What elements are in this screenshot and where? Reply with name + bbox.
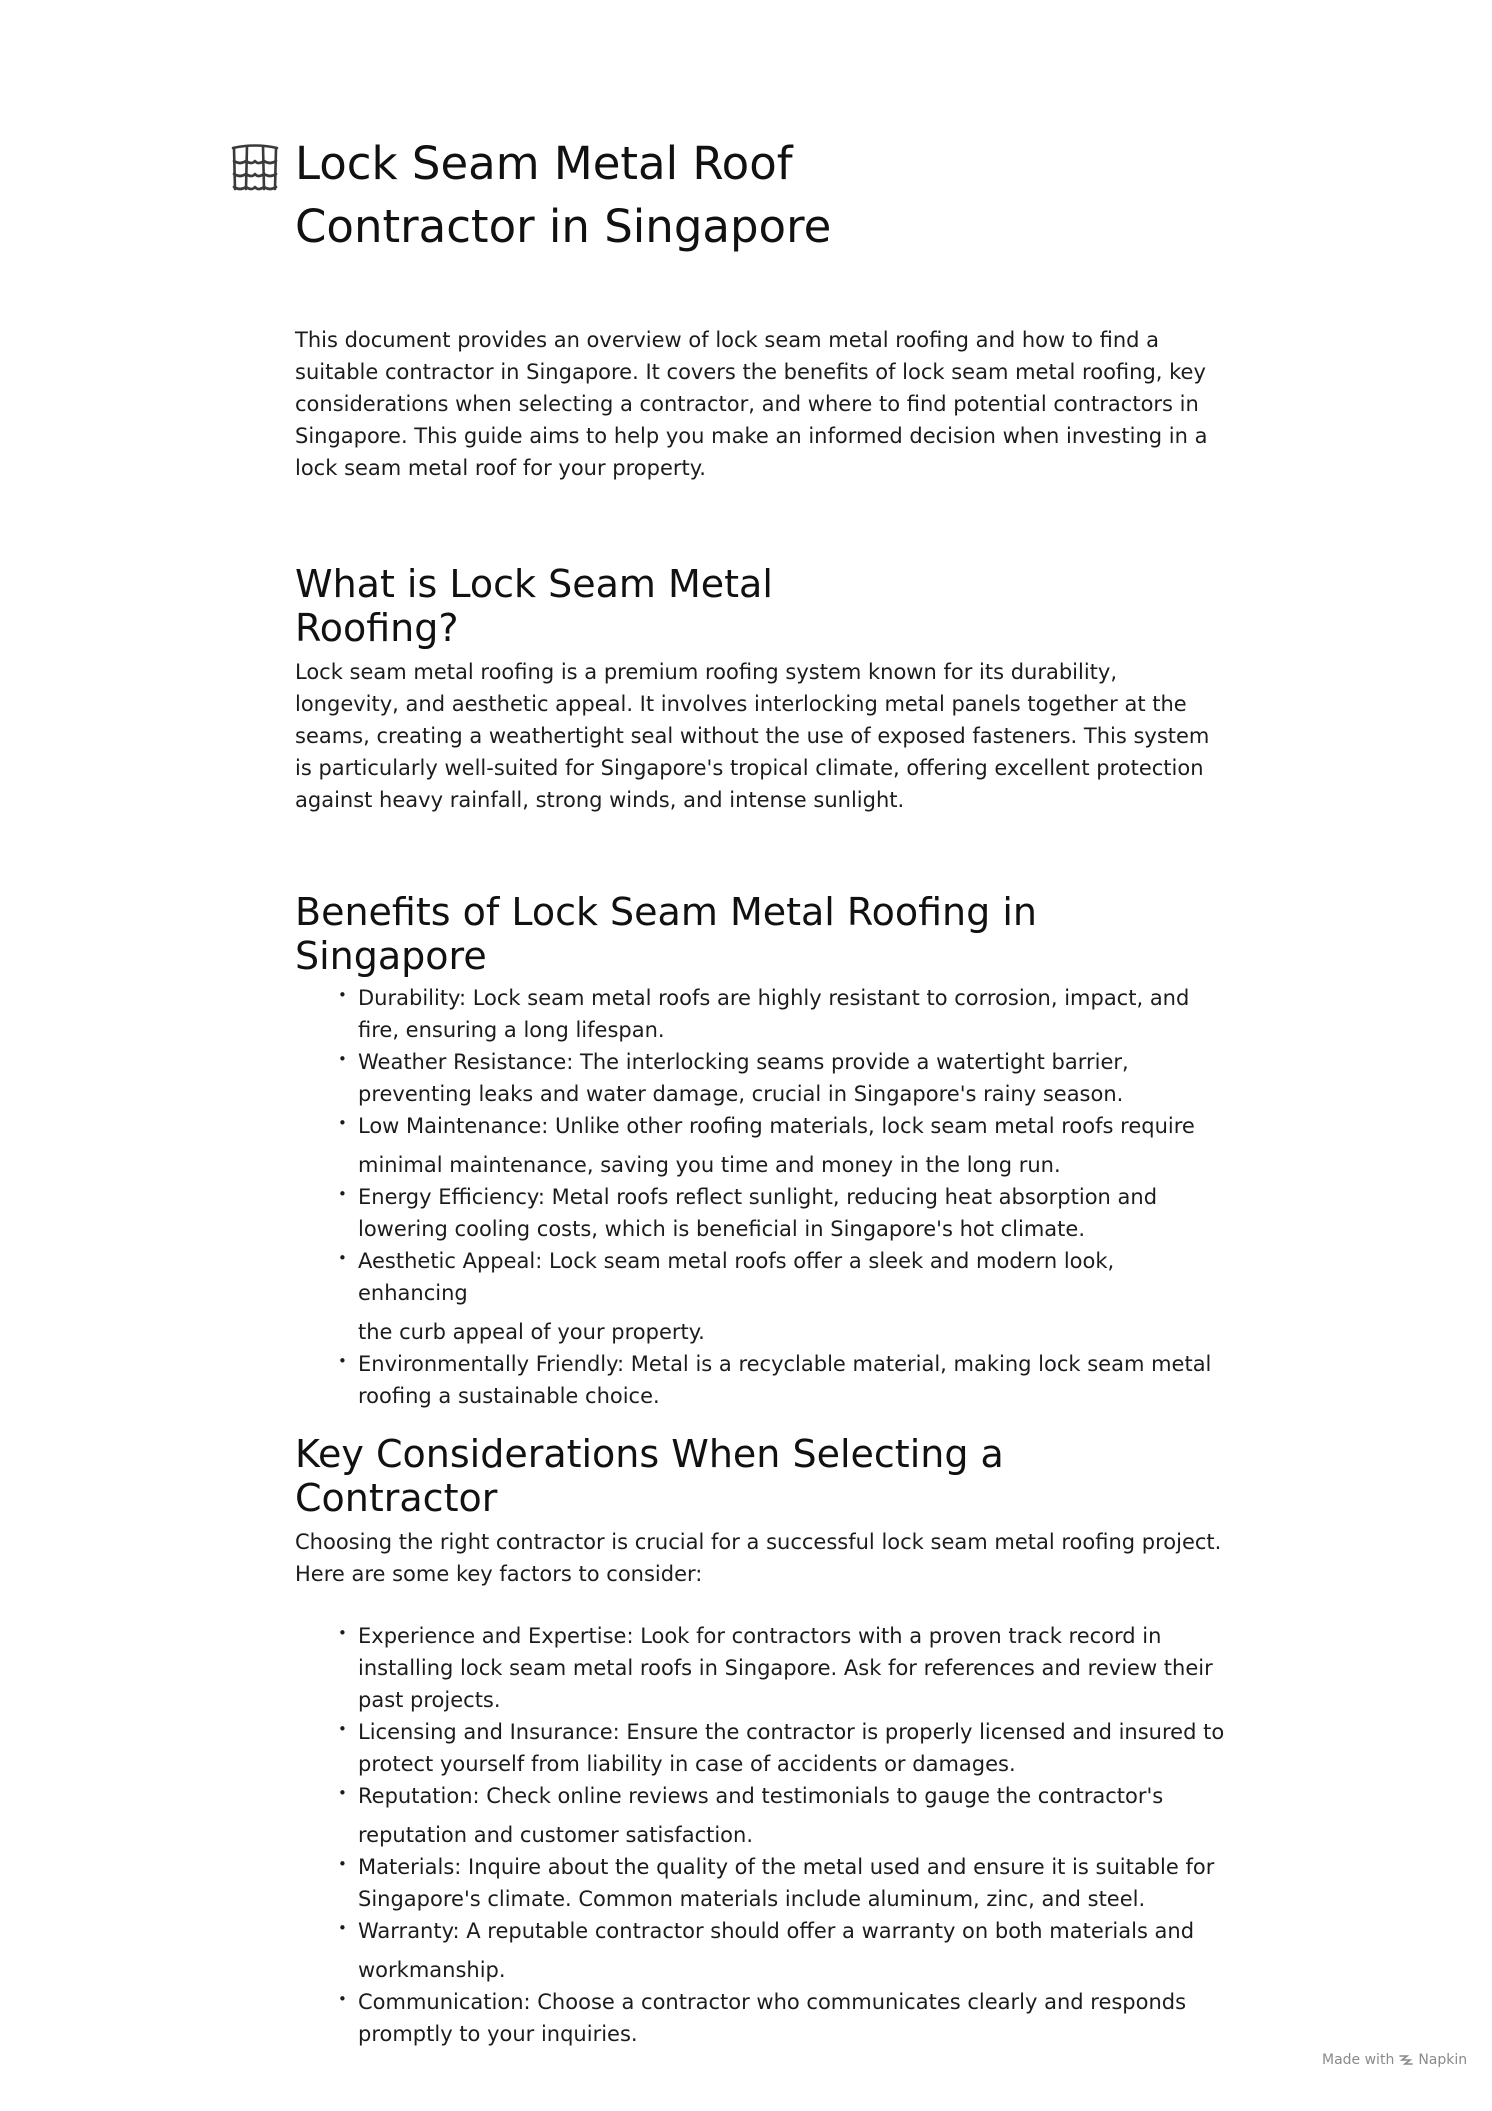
list-item-text: Warranty: A reputable contractor should offer a warranty on both materials and — [358, 1919, 1195, 1943]
list-item-text: Durability: Lock seam metal roofs are highly resistant to corrosion, impact, and fire, ensuring a long lifespan. — [358, 986, 1190, 1042]
list-item-text: Communication: Choose a contractor who communicates clearly and responds promptly to your inquiries. — [358, 1990, 1187, 2046]
benefits-list — [295, 982, 1225, 1412]
what-paragraph: Lock seam metal roofing is a premium roofing system known for its durability, longevity, and aesthetic appeal. It involves interlocking metal panels together at the seams, creating a weathertight seal without the use of exposed fasteners. This system is particularly well-suited for Singapore's tropical climate, offering excellent protection against heavy rainfall, strong winds, and intense sunlight. — [295, 660, 1210, 812]
list-item-continuation: the curb appeal of your property. — [358, 1320, 705, 1344]
list-item — [358, 1245, 1225, 1348]
list-item — [358, 982, 1225, 1046]
list-item-text: Licensing and Insurance: Ensure the contractor is properly licensed and insured to protect yourself from liability in case of accidents or damages. — [358, 1720, 1225, 1776]
list-item — [358, 1348, 1225, 1412]
list-item-text: Aesthetic Appeal: Lock seam metal roofs offer a sleek and modern look, enhancing — [358, 1249, 1115, 1305]
list-item-text: Materials: Inquire about the quality of the metal used and ensure it is suitable for Singapore's climate. Common materials include aluminum, zinc, and steel. — [358, 1855, 1215, 1911]
document-body — [295, 324, 1225, 2050]
section-heading-benefits: Benefits of Lock Seam Metal Roofing in Singapore — [295, 890, 1037, 978]
list-item — [358, 1780, 1225, 1851]
section-heading-considerations: Key Considerations When Selecting a Contractor — [295, 1432, 1004, 1520]
list-item — [358, 1851, 1225, 1915]
list-item-continuation: workmanship. — [358, 1958, 506, 1982]
considerations-list — [295, 1620, 1225, 2050]
made-with-napkin-badge[interactable] — [1322, 2052, 1467, 2068]
list-item — [358, 1110, 1225, 1181]
list-item — [358, 1986, 1225, 2050]
napkin-logo-icon — [1398, 2053, 1414, 2067]
list-item-text: Energy Efficiency: Metal roofs reflect sunlight, reducing heat absorption and lowering cooling costs, which is beneficial in Singapore's hot climate. — [358, 1185, 1158, 1241]
intro-paragraph: This document provides an overview of lock seam metal roofing and how to find a suitable contractor in Singapore. It covers the benefits of lock seam metal roofing, key considerations when selecting a contractor, and where to find potential contractors in Singapore. This guide aims to help you make an informed decision when investing in a lock seam metal roof for your property. — [295, 328, 1208, 480]
list-item — [358, 1181, 1225, 1245]
napkin-brand-label: Napkin — [1418, 2052, 1468, 2068]
list-item-text: Reputation: Check online reviews and testimonials to gauge the contractor's — [358, 1784, 1164, 1808]
list-item-text: Low Maintenance: Unlike other roofing materials, lock seam metal roofs require — [358, 1114, 1195, 1138]
list-item-continuation: reputation and customer satisfaction. — [358, 1823, 754, 1847]
list-item-continuation: minimal maintenance, saving you time and money in the long run. — [358, 1153, 1061, 1177]
section-heading-what: What is Lock Seam Metal Roofing? — [295, 562, 773, 650]
page-title: Lock Seam Metal Roof Contractor in Singapore — [295, 137, 832, 253]
list-item — [358, 1716, 1225, 1780]
list-item-text: Environmentally Friendly: Metal is a recyclable material, making lock seam metal roofing a sustainable choice. — [358, 1352, 1212, 1408]
list-item-text: Weather Resistance: The interlocking seams provide a watertight barrier, preventing leaks and water damage, crucial in Singapore's rainy season. — [358, 1050, 1129, 1106]
roof-tiles-icon — [229, 142, 281, 194]
list-item — [358, 1046, 1225, 1110]
list-item-text: Experience and Expertise: Look for contractors with a proven track record in installing lock seam metal roofs in Singapore. Ask for references and review their past projects. — [358, 1624, 1213, 1712]
made-with-label: Made with — [1322, 2052, 1395, 2068]
list-item — [358, 1915, 1225, 1986]
considerations-intro: Choosing the right contractor is crucial for a successful lock seam metal roofing project. Here are some key factors to consider: — [295, 1530, 1222, 1586]
list-item — [358, 1620, 1225, 1716]
